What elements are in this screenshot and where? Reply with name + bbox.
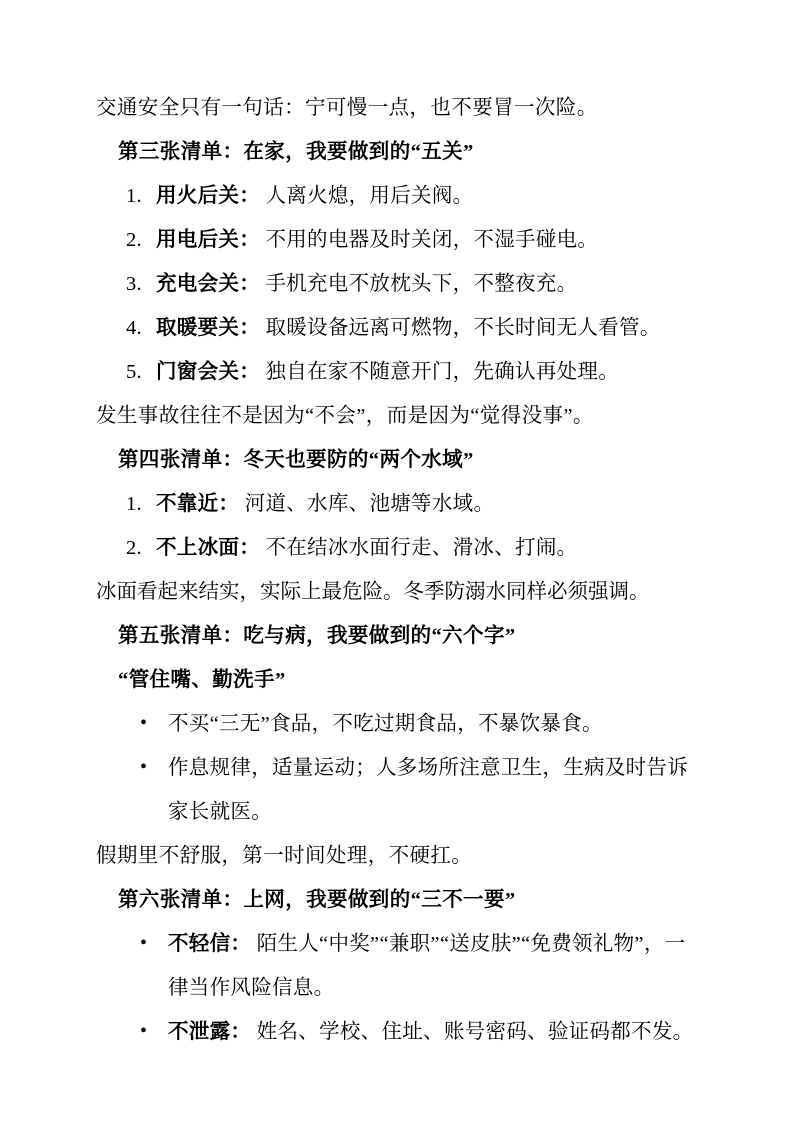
list-water-areas — [96, 482, 701, 570]
list-item-text: 不用的电器及时关闭，不湿手碰电。 — [265, 229, 599, 251]
paragraph-ice-warning: 冰面看起来结实，实际上最危险。冬季防溺水同样必须强调。 — [96, 581, 650, 603]
paragraph-holiday-health: 假期里不舒服，第一时间处理，不硬扛。 — [96, 845, 473, 867]
bullet-icon: • — [140, 1020, 148, 1042]
list-item-text: 不在结冰水面行走、滑冰、打闹。 — [265, 537, 578, 559]
list-eating-health — [96, 702, 701, 834]
list-item — [96, 482, 701, 526]
list-item — [96, 174, 701, 218]
list-item — [96, 350, 701, 394]
list-item-number: 4. — [126, 317, 142, 339]
list-item-number: 3. — [126, 273, 142, 295]
list-item — [96, 526, 701, 570]
list-item-text: 作息规律，适量运动；人多场所注意卫生，生病及时告诉家长就医。 — [168, 757, 688, 823]
heading-list-five: 第五张清单：吃与病，我要做到的“六个字” — [118, 625, 516, 647]
list-item-number: 2. — [126, 537, 142, 559]
list-item-text: 手机充电不放枕头下，不整夜充。 — [265, 273, 578, 295]
list-item — [96, 702, 701, 746]
list-item-term: 不轻信： — [168, 933, 252, 955]
list-item-number: 1. — [126, 493, 142, 515]
list-item-term: 门窗会关： — [156, 361, 260, 383]
paragraph-accident-note: 发生事故往往不是因为“不会”，而是因为“觉得没事”。 — [96, 405, 594, 427]
list-item-term: 不泄露： — [168, 1021, 252, 1043]
heading-list-four: 第四张清单：冬天也要防的“两个水域” — [118, 449, 474, 471]
bullet-icon: • — [140, 932, 148, 954]
document-body — [96, 86, 701, 1054]
list-item — [96, 746, 701, 834]
bullet-icon: • — [140, 712, 148, 734]
heading-list-six: 第六张清单：上网，我要做到的“三不一要” — [118, 889, 516, 911]
list-item-text: 陌生人“中奖”“兼职”“送皮肤”“免费领礼物”，一律当作风险信息。 — [168, 933, 686, 999]
list-item-number: 2. — [126, 229, 142, 251]
subheading-six-characters: “管住嘴、勤洗手” — [118, 669, 286, 691]
list-internet-rules — [96, 922, 701, 1054]
list-home-five-checks — [96, 174, 701, 394]
list-item — [96, 1010, 701, 1054]
list-item-term: 不靠近： — [156, 493, 240, 515]
list-item-text: 独自在家不随意开门，先确认再处理。 — [265, 361, 620, 383]
paragraph-traffic-safety: 交通安全只有一句话：宁可慢一点，也不要冒一次险。 — [96, 97, 598, 119]
bullet-icon: • — [140, 756, 148, 778]
list-item — [96, 922, 701, 1010]
list-item-term: 不上冰面： — [156, 537, 260, 559]
list-item-text: 不买“三无”食品，不吃过期食品，不暴饮暴食。 — [168, 713, 603, 735]
list-item — [96, 262, 701, 306]
list-item-text: 取暖设备远离可燃物，不长时间无人看管。 — [265, 317, 661, 339]
list-item-text: 姓名、学校、住址、账号密码、验证码都不发。 — [256, 1021, 694, 1043]
list-item-number: 5. — [126, 361, 142, 383]
list-item-text: 人离火熄，用后关阀。 — [265, 185, 474, 207]
heading-list-three: 第三张清单：在家，我要做到的“五关” — [118, 141, 474, 163]
list-item-text: 河道、水库、池塘等水域。 — [244, 493, 495, 515]
list-item-term: 用电后关： — [156, 229, 260, 251]
list-item-term: 用火后关： — [156, 185, 260, 207]
list-item — [96, 306, 701, 350]
list-item-term: 取暖要关： — [156, 317, 260, 339]
list-item — [96, 218, 701, 262]
list-item-number: 1. — [126, 185, 142, 207]
list-item-term: 充电会关： — [156, 273, 260, 295]
